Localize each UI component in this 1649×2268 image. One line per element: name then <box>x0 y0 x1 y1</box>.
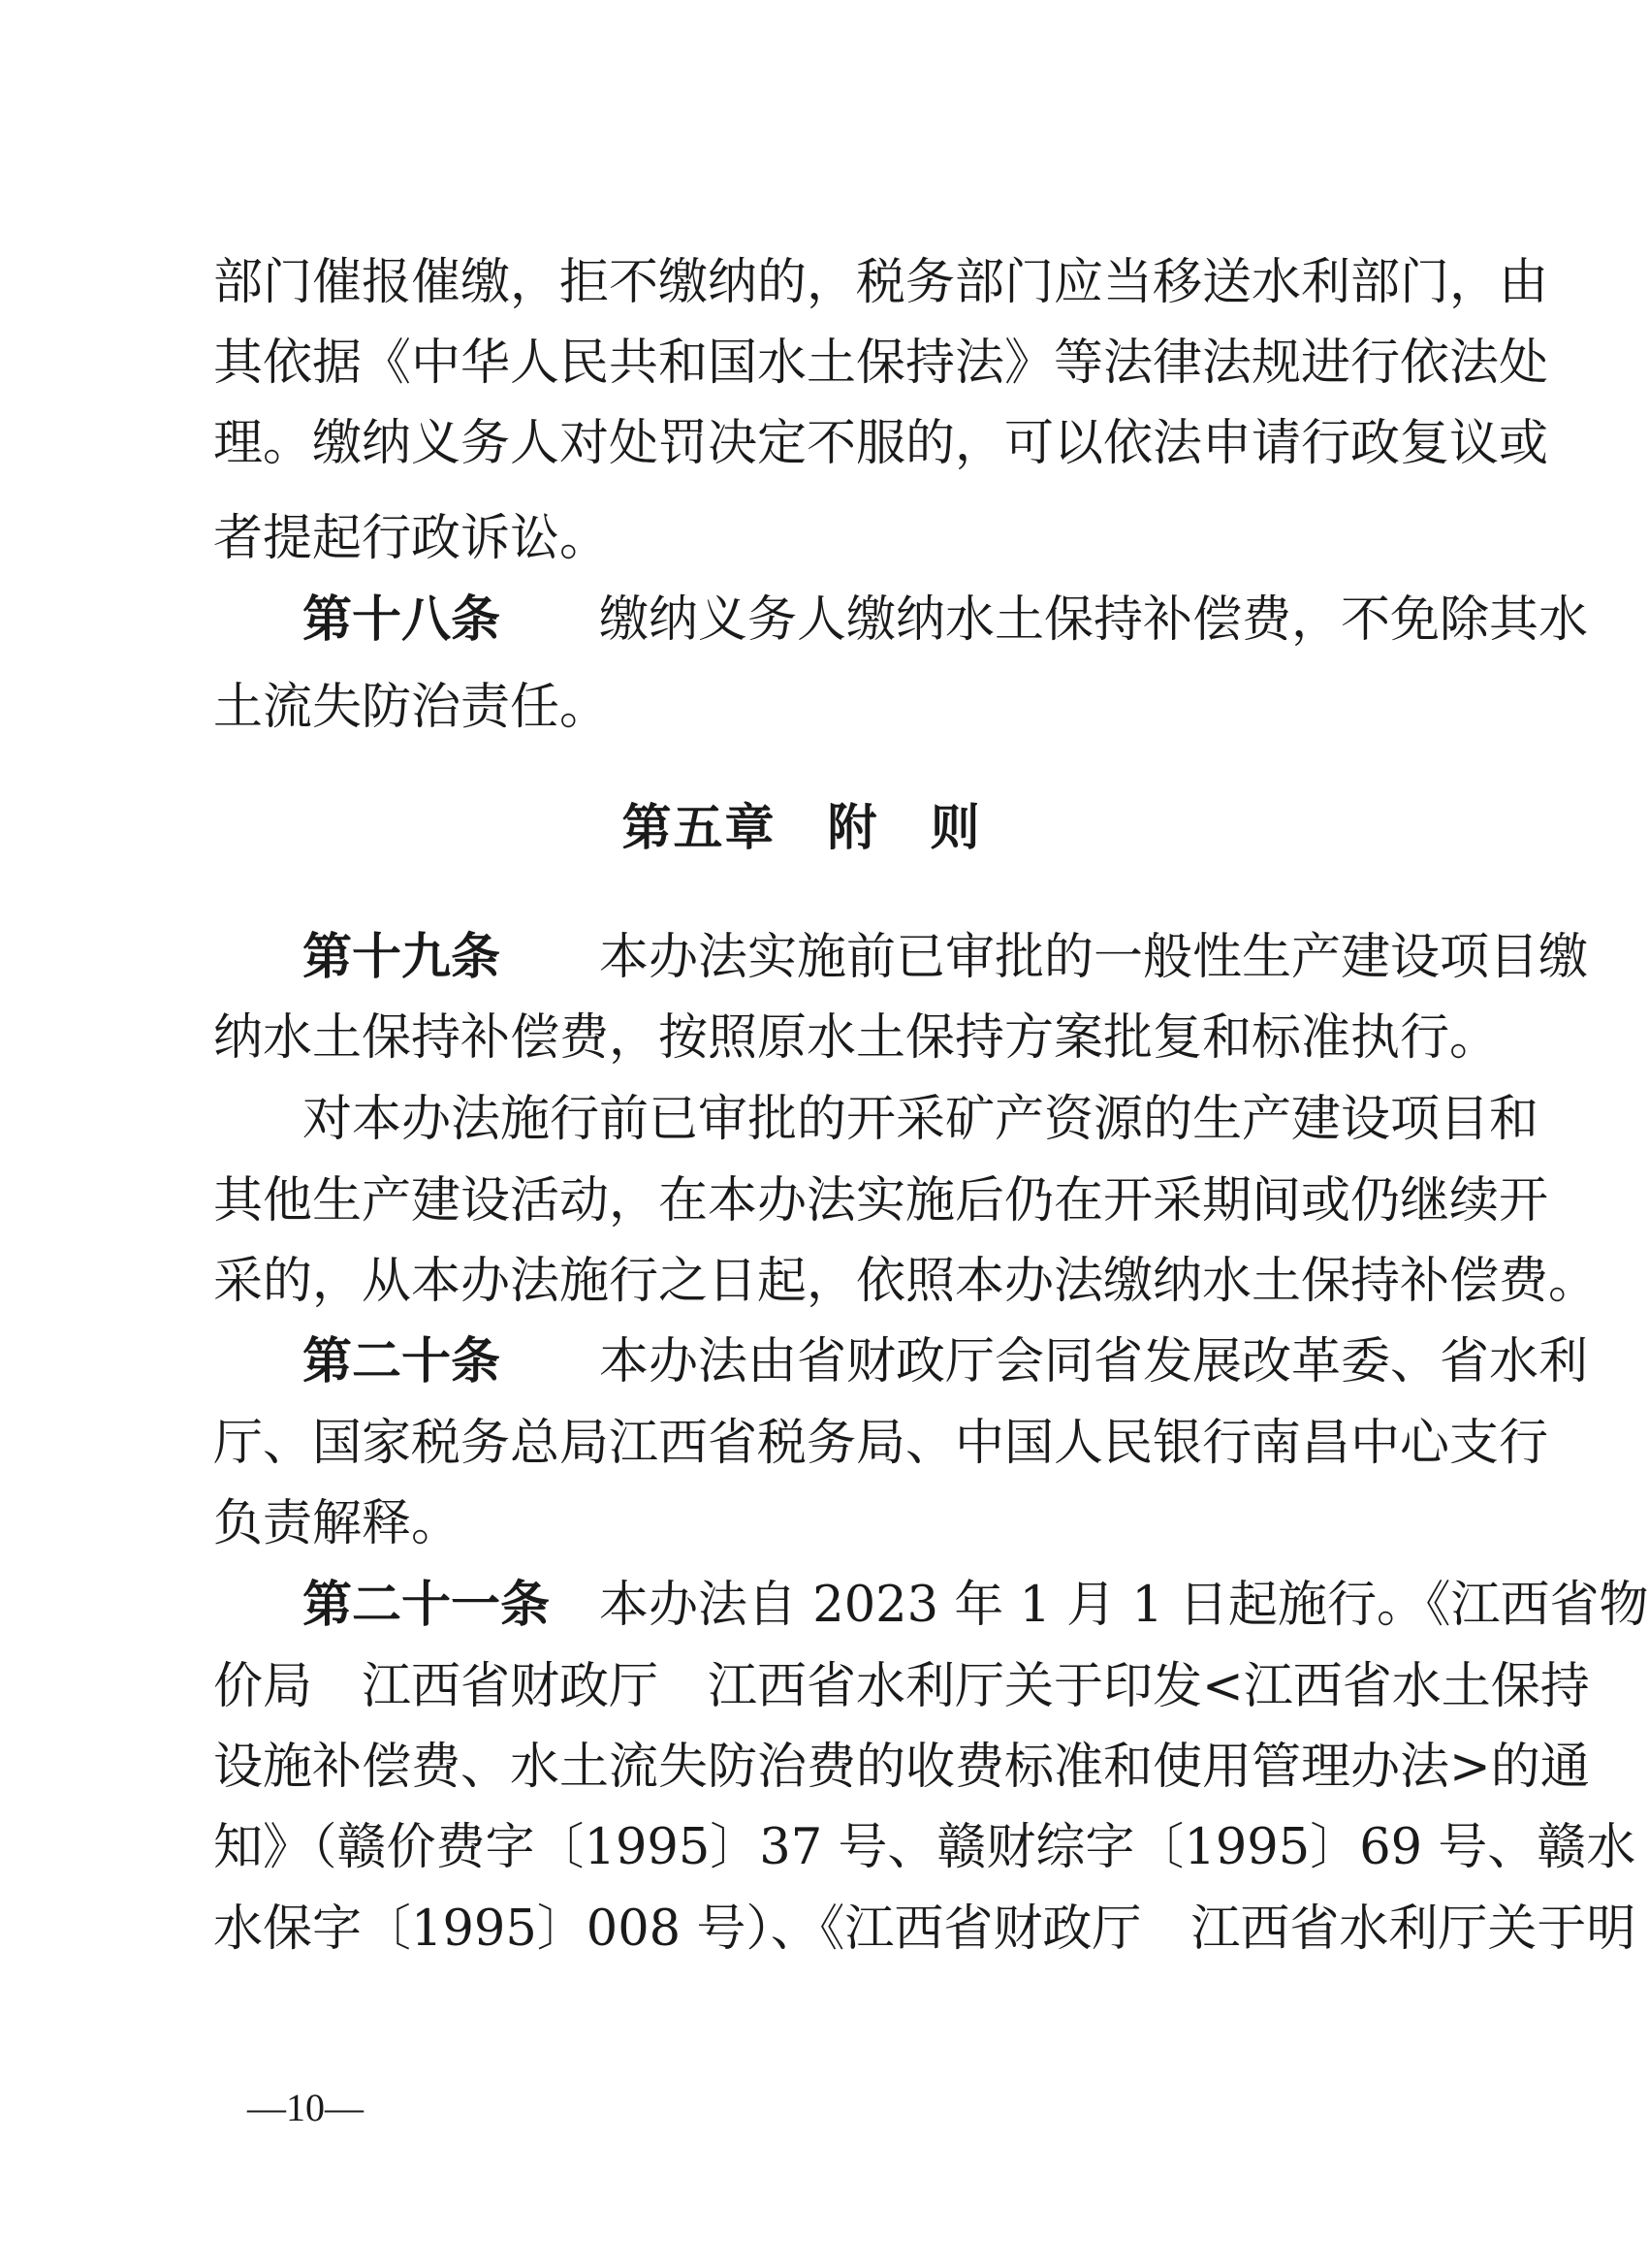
text-line: 厅、国家税务总局江西省税务局、中国人民银行南昌中心支行 <box>213 1415 1549 1472</box>
article-heading: 第二十一条 <box>302 1577 551 1634</box>
text-line: 部门催报催缴，拒不缴纳的，税务部门应当移送水利部门，由 <box>213 254 1549 311</box>
article-18-line <box>302 591 1589 650</box>
article-20-line <box>302 1333 1589 1391</box>
text-line: 者提起行政诉讼。 <box>213 510 610 567</box>
text-line: 采的，从本办法施行之日起，依照本办法缴纳水土保持补偿费。 <box>213 1253 1599 1310</box>
text-line: 其依据《中华人民共和国水土保持法》等法律法规进行依法处 <box>213 335 1549 392</box>
article-heading: 第十九条 <box>302 929 501 986</box>
text-line: 纳水土保持补偿费，按照原水土保持方案批复和标准执行。 <box>213 1009 1500 1067</box>
text-line: 本办法实施前已审批的一般性生产建设项目缴 <box>599 929 1589 986</box>
text-line: 土流失防治责任。 <box>213 679 610 736</box>
text-line: 对本办法施行前已审批的开采矿产资源的生产建设项目和 <box>302 1091 1539 1148</box>
article-heading: 第二十条 <box>302 1333 501 1390</box>
text-line: 其他生产建设活动，在本办法实施后仍在开采期间或仍继续开 <box>213 1172 1549 1230</box>
text-line: 缴纳义务人缴纳水土保持补偿费，不免除其水 <box>599 591 1589 649</box>
text-line: 理。缴纳义务人对处罚决定不服的，可以依法申请行政复议或 <box>213 415 1549 472</box>
text-line: 价局 江西省财政厅 江西省水利厅关于印发<江西省水土保持 <box>213 1658 1590 1715</box>
text-line: 负责解释。 <box>213 1495 461 1552</box>
article-heading: 第十八条 <box>302 591 501 649</box>
text-line: 本办法由省财政厅会同省发展改革委、省水利 <box>599 1333 1589 1390</box>
article-19-line <box>302 929 1589 987</box>
text-line: 水保字〔1995〕008 号）、《江西省财政厅 江西省水利厅关于明 <box>213 1901 1636 1958</box>
text-line: 本办法自 2023 年 1 月 1 日起施行。《江西省物 <box>599 1577 1649 1634</box>
chapter-title: 第五章 附 则 <box>621 800 982 857</box>
text-line: 设施补偿费、水土流失防治费的收费标准和使用管理办法>的通 <box>213 1739 1590 1796</box>
page-number: —10— <box>247 2086 364 2129</box>
text-line: 知》（赣价费字〔1995〕37 号、赣财综字〔1995〕69 号、赣水 <box>213 1819 1636 1876</box>
article-21-line <box>302 1577 1649 1635</box>
